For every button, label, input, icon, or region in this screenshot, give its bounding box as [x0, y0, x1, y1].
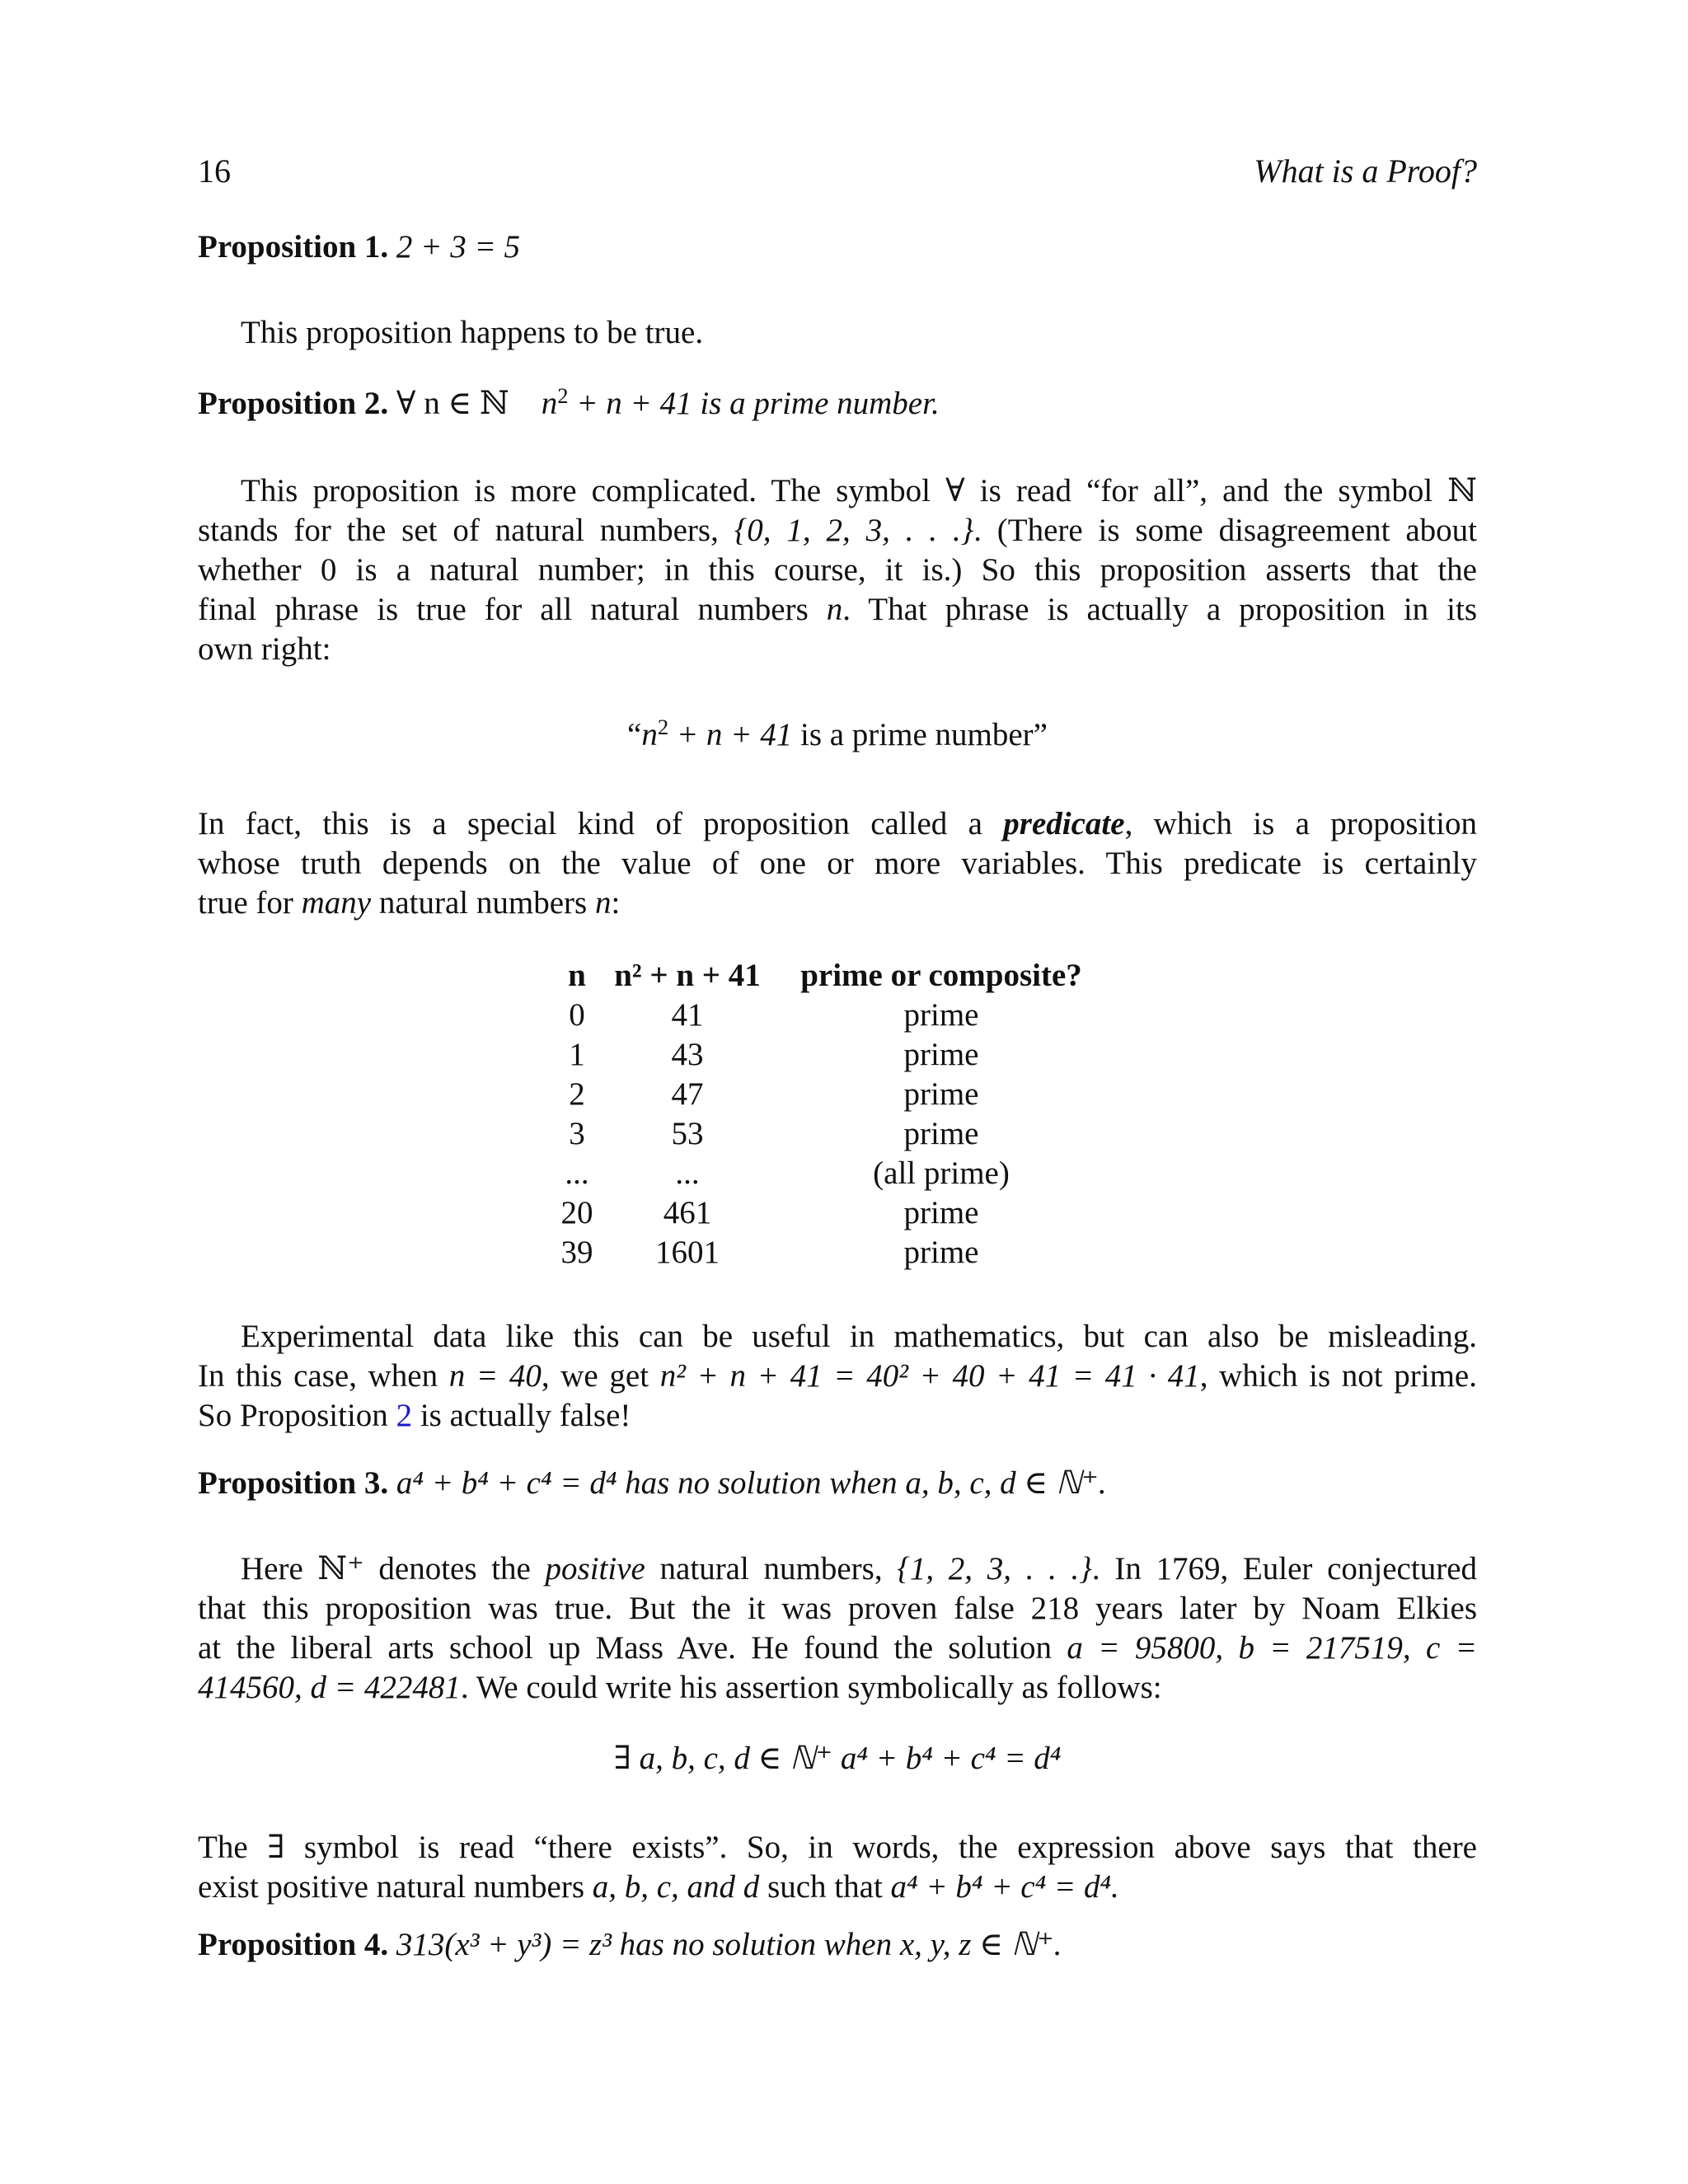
paragraph-6	[198, 1828, 1477, 1907]
proposition-expr-var: n	[541, 386, 558, 421]
proposition-statement: is a prime number.	[700, 386, 940, 421]
table-cell: 3	[569, 1116, 585, 1151]
text-span: In fact, this is a special kind of proposition called a	[198, 806, 1004, 841]
math-inline: n = 40	[448, 1358, 542, 1394]
table-row	[547, 1075, 1114, 1114]
proposition-label: Proposition 3.	[198, 1465, 389, 1501]
text-span: true for	[198, 885, 302, 921]
proposition-label: Proposition 1.	[198, 229, 389, 265]
math-inline: a⁴ + b⁴ + c⁴ = d⁴.	[890, 1869, 1119, 1905]
table-row	[547, 1114, 1114, 1154]
proposition-math: a⁴ + b⁴ + c⁴ = d⁴	[396, 1465, 617, 1501]
proposition-math: 313(x³ + y³) = z³	[396, 1927, 612, 1962]
table-cell: 1601	[655, 1235, 720, 1270]
text-line	[198, 511, 1477, 551]
table-header-row	[547, 956, 1114, 996]
text-line: whose truth depends on the value of one or more variables. This predicate is certainly	[198, 846, 1477, 881]
proposition-expr-rest: + n + 41	[568, 386, 692, 421]
table-cell: 47	[671, 1076, 704, 1112]
text-span: . We could write his assertion symbolically as follows:	[460, 1670, 1162, 1705]
proposition-statement: has no solution when	[617, 1465, 906, 1501]
quote-mark: “	[627, 717, 642, 752]
text-span: exist positive natural numbers	[198, 1869, 593, 1905]
math-var: n	[594, 885, 612, 921]
table-cell: 2	[569, 1076, 585, 1112]
text-line: that this proposition was true. But the it was proven false 218 years later by Noam Elkies	[198, 1591, 1477, 1626]
proposition-vars: a, b, c, d ∈ ℕ⁺.	[905, 1465, 1107, 1501]
text-span: final phrase is true for all natural numbers	[198, 592, 827, 627]
table-cell: (all prime)	[873, 1155, 1010, 1191]
proposition-statement: has no solution when	[611, 1927, 900, 1962]
text-span: is actually false!	[412, 1398, 631, 1433]
text-span: stands for the set of natural numbers,	[198, 513, 734, 548]
math-inline: 414560, d = 422481	[198, 1670, 461, 1705]
table-cell: 39	[560, 1235, 593, 1270]
column-header: n	[568, 958, 586, 993]
table-cell: prime	[903, 1076, 979, 1112]
table-row	[547, 1035, 1114, 1075]
text-line: whether 0 is a natural number; in this course, it is.) So this proposition asserts that the	[198, 552, 1477, 588]
math-rest: + n + 41	[668, 717, 793, 752]
table-cell: 0	[569, 997, 585, 1033]
emphasis: positive	[545, 1551, 645, 1586]
math-var: n	[641, 717, 658, 752]
table-cell: prime	[903, 1195, 979, 1230]
table-cell: prime	[903, 1235, 979, 1270]
proposition-statement: 2 + 3 = 5	[396, 229, 521, 265]
proposition-1	[198, 227, 520, 267]
text-span: In this case, when	[198, 1358, 449, 1394]
table-row	[547, 1154, 1114, 1193]
proposition-reference-link[interactable]: 2	[396, 1398, 413, 1433]
text-line	[198, 1357, 1477, 1396]
text-line	[198, 1396, 1477, 1436]
table-row	[547, 1233, 1114, 1272]
text-span: . In 1769, Euler conjectured	[1091, 1551, 1477, 1586]
page-number: 16	[198, 152, 231, 190]
math-vars: a, b, c, and d	[592, 1869, 760, 1905]
paragraph-4	[198, 1317, 1477, 1436]
table-cell: 1	[569, 1037, 585, 1072]
math-var: n	[826, 592, 843, 627]
running-title: What is a Proof?	[1254, 152, 1477, 190]
text-span: natural numbers	[371, 885, 595, 921]
table-cell: ...	[675, 1155, 700, 1191]
display-formula: ∃ a, b, c, d ∈ ℕ⁺ a⁴ + b⁴ + c⁴ = d⁴	[613, 1741, 1062, 1776]
proposition-vars: x, y, z ∈ ℕ⁺.	[899, 1927, 1062, 1962]
text-line	[198, 883, 1477, 923]
table-cell: 461	[663, 1195, 712, 1230]
table-cell: prime	[903, 1116, 979, 1151]
text-span: natural numbers,	[645, 1551, 898, 1586]
proposition-label: Proposition 2.	[198, 386, 389, 421]
table-cell: prime	[903, 1037, 979, 1072]
table-cell: ...	[565, 1155, 589, 1191]
paragraph-5	[198, 1549, 1477, 1708]
column-header: n² + n + 41	[614, 958, 761, 993]
proposition-2	[198, 384, 940, 424]
table-cell: 53	[671, 1116, 704, 1151]
text-line	[198, 804, 1477, 844]
display-quote	[198, 715, 1477, 755]
proposition-4	[198, 1925, 1062, 1965]
paragraph-3	[198, 804, 1477, 923]
text-span: So Proposition	[198, 1398, 396, 1433]
math-set: {0, 1, 2, 3, . . .}	[734, 513, 974, 548]
text-line: The ∃ symbol is read “there exists”. So, in words, the expression above says that there	[198, 1830, 1477, 1865]
text-line: Experimental data like this can be useful in mathematics, but can also be misleading.	[241, 1319, 1477, 1354]
table-cell: prime	[903, 997, 979, 1033]
paragraph-2	[198, 471, 1477, 669]
math-exponent: 2	[657, 714, 669, 739]
table-cell: 41	[671, 997, 704, 1033]
prime-table	[547, 956, 1114, 1272]
column-header: prime or composite?	[800, 958, 1082, 993]
table-cell: 20	[560, 1195, 593, 1230]
text-span: , we get	[541, 1358, 660, 1394]
math-inline: n² + n + 41 = 40² + 40 + 41 = 41 · 41	[659, 1358, 1200, 1394]
text-span: , which is a proposition	[1124, 806, 1477, 841]
text-span: , which is not prime.	[1199, 1358, 1477, 1394]
text-line	[198, 1668, 1477, 1708]
text-line	[198, 590, 1477, 630]
quote-text: is a prime number”	[792, 717, 1048, 752]
text-span: at the liberal arts school up Mass Ave. He found the solution	[198, 1630, 1067, 1666]
math-inline: a = 95800, b = 217519, c =	[1067, 1630, 1477, 1666]
table-cell: 43	[671, 1037, 704, 1072]
defined-term: predicate	[1003, 806, 1125, 841]
text-span: such that	[759, 1869, 891, 1905]
table-row	[547, 996, 1114, 1035]
paragraph-1: This proposition happens to be true.	[241, 315, 704, 350]
emphasis: many	[301, 885, 372, 921]
text-span: . (There is some disagreement about	[973, 513, 1477, 548]
text-line	[198, 1549, 1477, 1589]
proposition-quantifier: ∀ n ∈ ℕ	[396, 386, 509, 421]
text-line	[198, 1629, 1477, 1668]
math-set: {1, 2, 3, . . .}	[897, 1551, 1092, 1586]
text-line	[198, 1868, 1477, 1907]
proposition-label: Proposition 4.	[198, 1927, 389, 1962]
proposition-3	[198, 1464, 1107, 1503]
proposition-expr-exponent: 2	[557, 382, 569, 408]
text-span: :	[611, 885, 621, 921]
text-line: This proposition is more complicated. The symbol ∀ is read “for all”, and the symbol ℕ	[241, 473, 1477, 509]
table-row	[547, 1193, 1114, 1233]
text-span: . That phrase is actually a proposition in its	[842, 592, 1477, 627]
text-span: Here ℕ⁺ denotes the	[241, 1551, 546, 1586]
text-line: own right:	[198, 631, 331, 667]
